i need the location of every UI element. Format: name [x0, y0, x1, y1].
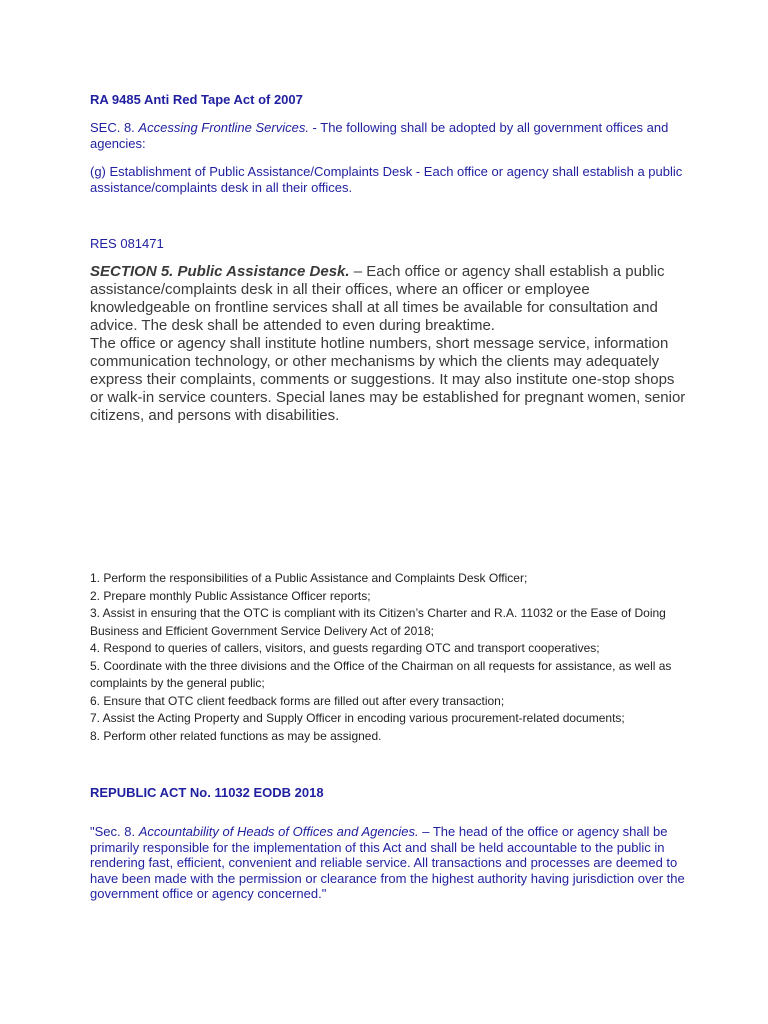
eodb-sec-8-paragraph [90, 824, 690, 902]
ra-sec-8-paragraph [90, 120, 690, 152]
res-section-5-heading: SECTION 5. Public Assistance Desk. [90, 263, 350, 280]
list-item: 1. Perform the responsibilities of a Public Assistance and Complaints Desk Officer; [90, 571, 528, 585]
list-item: 2. Prepare monthly Public Assistance Officer reports; [90, 588, 371, 603]
eodb-sec-8-prefix: "Sec. 8. [90, 824, 139, 839]
ra-sec-8-number: SEC. 8. [90, 120, 135, 135]
ra-11032-title: REPUBLIC ACT No. 11032 EODB 2018 [90, 785, 324, 800]
ra-sec-8-title: Accessing Frontline Services. [138, 120, 309, 135]
list-item: 8. Perform other related functions as may be assigned. [90, 728, 382, 743]
eodb-sec-8-text: – The head of the office or agency shall be primarily responsible for the implementation of this Act and shall be held accountable to the public in rendering fast, efficient, convenient and reliable service. All transactions and processes are deemed to have been made with the permission or clearance from the highest authority having jurisdiction over the government office or agency concerned." [90, 824, 685, 901]
res-section-5-text-1: – Each office or agency shall establish a public assistance/complaints desk in all their offices, where an officer or employee knowledgeable on frontline services shall at all times be available for consultation and advice. The desk shall be attended to even during breaktime. [90, 263, 665, 334]
ra-sec-8-text: - The following shall be adopted by all government offices and agencies: [90, 120, 669, 151]
res-081471-title: RES 081471 [90, 236, 164, 251]
list-item: 4. Respond to queries of callers, visitors, and guests regarding OTC and transport cooperatives; [90, 641, 600, 655]
res-section-5-paragraph [90, 263, 690, 425]
duties-list [90, 570, 690, 745]
res-section-5-text-2: The office or agency shall institute hotline numbers, short message service, information communication technology, or other mechanisms by which the clients may adequately express their complaints, comments or suggestions. It may also institute one-stop shops or walk-in service counters. Special lanes may be established for pregnant women, senior citizens, and persons with disabilities. [90, 335, 686, 424]
list-item: 5. Coordinate with the three divisions and the Office of the Chairman on all requests for assistance, as well as complaints by the general public; [90, 658, 672, 690]
ra-item-g-paragraph: (g) Establishment of Public Assistance/Complaints Desk - Each office or agency shall establish a public assistance/complaints desk in all their offices. [90, 164, 683, 195]
eodb-sec-8-title: Accountability of Heads of Offices and Agencies. [138, 824, 419, 839]
list-item: 3. Assist in ensuring that the OTC is compliant with its Citizen’s Charter and R.A. 11032 or the Ease of Doing Business and Efficient Government Service Delivery Act of 2018; [90, 606, 666, 638]
list-item: 7. Assist the Acting Property and Supply Officer in encoding various procurement-related documents; [90, 711, 625, 725]
list-item: 6. Ensure that OTC client feedback forms are filled out after every transaction; [90, 693, 505, 708]
ra-9485-title: RA 9485 Anti Red Tape Act of 2007 [90, 92, 303, 107]
